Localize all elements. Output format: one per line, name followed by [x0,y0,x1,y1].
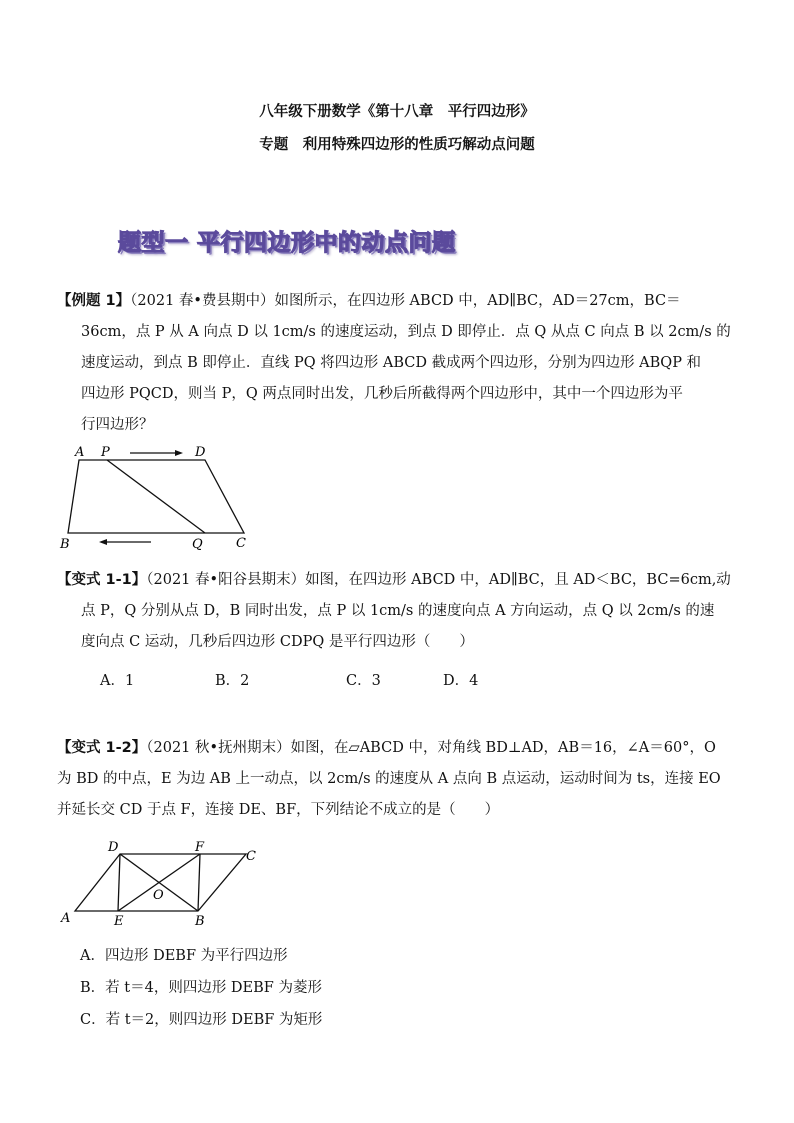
label-c: C [246,849,256,864]
document-subtitle: 专题 利用特殊四边形的性质巧解动点问题 [259,137,535,153]
option-a-statement: A．四边形 DEBF 为平行四边形 [80,948,288,964]
label-c: C [236,536,246,551]
example-1-tag: 【例题 1】 [57,293,131,309]
option-b-statement: B．若 t＝4，则四边形 DEBF 为菱形 [80,980,322,996]
label-d: D [108,840,119,855]
example-1-line: 速度运动，到点 B 即停止．直线 PQ 将四边形 ABCD 截成两个四边形，分别为四边形 ABQP 和 [81,355,702,371]
option-d: D．4 [443,673,479,689]
label-b: B [60,537,70,552]
example-1-line: （2021 春•费县期中）如图所示，在四边形 ABCD 中，AD∥BC，AD＝27cm，BC＝ [130,293,681,309]
variant-1-1-line: （2021 春•阳谷县期末）如图，在四边形 ABCD 中，AD∥BC，且 AD＜BC，BC=6cm,动 [146,572,731,588]
segment-pq [107,460,205,533]
document-title: 八年级下册数学《第十八章 平行四边形》 [259,104,535,120]
example-1-figure [55,445,255,558]
label-f: F [195,840,205,855]
variant-1-1-tag: 【变式 1-1】 [57,572,147,588]
variant-1-2-tag: 【变式 1-2】 [57,740,147,756]
example-1-text [57,286,747,441]
example-1-line: 行四边形？ [81,417,154,433]
variant-1-2-line: 为 BD 的中点，E 为边 AB 上一动点，以 2cm/s 的速度从 A 点向 B 点运动，运动时间为 ts，连接 EO [57,771,721,787]
variant-1-2-line: （2021 秋•抚州期末）如图，在▱ABCD 中，对角线 BD⊥AD，AB＝16，∠A＝60°，O [146,740,716,756]
label-d: D [195,445,206,460]
label-o: O [153,888,164,903]
option-c: C．3 [346,673,381,689]
label-e: E [114,914,124,929]
variant-1-1-line: 度向点 C 运动，几秒后四边形 CDPQ 是平行四边形（ ） [81,634,474,650]
segment-de [118,854,120,911]
section-banner: 题型一 平行四边形中的动点问题 [118,230,456,256]
label-q: Q [192,537,203,552]
option-b: B．2 [215,673,250,689]
variant-1-1-line: 点 P，Q 分别从点 D，B 同时出发，点 P 以 1cm/s 的速度向点 A 方向运动，点 Q 以 2cm/s 的速 [81,603,715,619]
label-a: A [75,445,85,460]
example-1-line: 36cm，点 P 从 A 向点 D 以 1cm/s 的速度运动，到点 D 即停止．点 Q 从点 C 向点 B 以 2cm/s 的 [81,324,731,340]
arrow-right-head [175,450,183,456]
variant-1-2-line: 并延长交 CD 于点 F，连接 DE、BF，下列结论不成立的是（ ） [57,802,500,818]
option-a: A．1 [100,673,135,689]
arrow-left-head [99,539,107,545]
example-1-line: 四边形 PQCD，则当 P，Q 两点同时出发，几秒后所截得两个四边形中，其中一个四边形为平 [81,386,683,402]
label-b: B [195,914,205,929]
segment-bf [198,854,200,911]
label-a: A [61,911,71,926]
variant-1-1-text [57,565,747,658]
option-c-statement: C．若 t＝2，则四边形 DEBF 为矩形 [80,1012,323,1028]
label-p: P [101,445,110,460]
variant-1-2-text [57,733,747,826]
variant-1-2-figure [58,836,268,931]
